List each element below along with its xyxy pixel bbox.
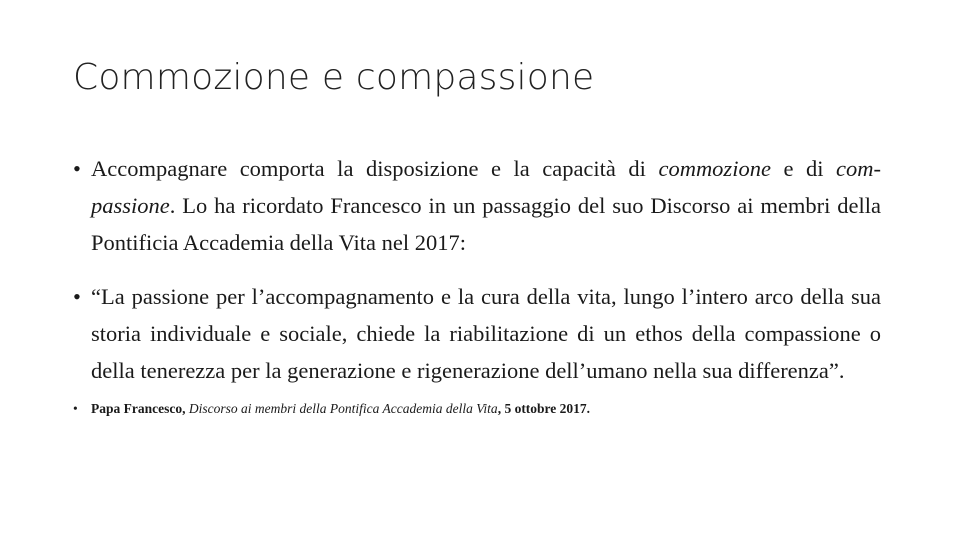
- slide-body: [73, 150, 881, 419]
- slide-title: Commozione e compassione: [73, 57, 595, 98]
- bullet-item-quote: [73, 278, 881, 389]
- quote-text: “La passione per l’accompagnamento e la cura della vita, lungo l’intero arco della sua storia individuale e sociale, chiede la riabilitazione di un ethos della compassione o della tenerezza per la generazione e rigenerazione dell’umano nella sua differenza”.: [91, 284, 881, 383]
- bullet-text: e di: [770, 156, 836, 181]
- bullet-item-accompagnare: [73, 150, 881, 261]
- bullet-marker: •: [73, 156, 81, 181]
- bullet-item-citation: [73, 399, 881, 419]
- bullet-text: . Lo ha ricordato Francesco in un passaggio del suo Discorso ai membri della Pontificia Accademia della Vita nel 2017:: [91, 193, 881, 255]
- bullet-text: Accompagnare comporta la disposizione e la capacità di: [91, 156, 659, 181]
- bullet-marker: •: [73, 401, 78, 416]
- citation-date: , 5 ottobre 2017.: [497, 401, 591, 416]
- emphasis-commozione: commozione: [658, 156, 771, 181]
- citation-work: Discorso ai membri della Pontifica Accademia della Vita: [188, 401, 498, 416]
- bullet-marker: •: [73, 284, 81, 309]
- emphasis-com-passione: com-passione: [91, 156, 881, 218]
- citation-author: Papa Francesco,: [91, 401, 189, 416]
